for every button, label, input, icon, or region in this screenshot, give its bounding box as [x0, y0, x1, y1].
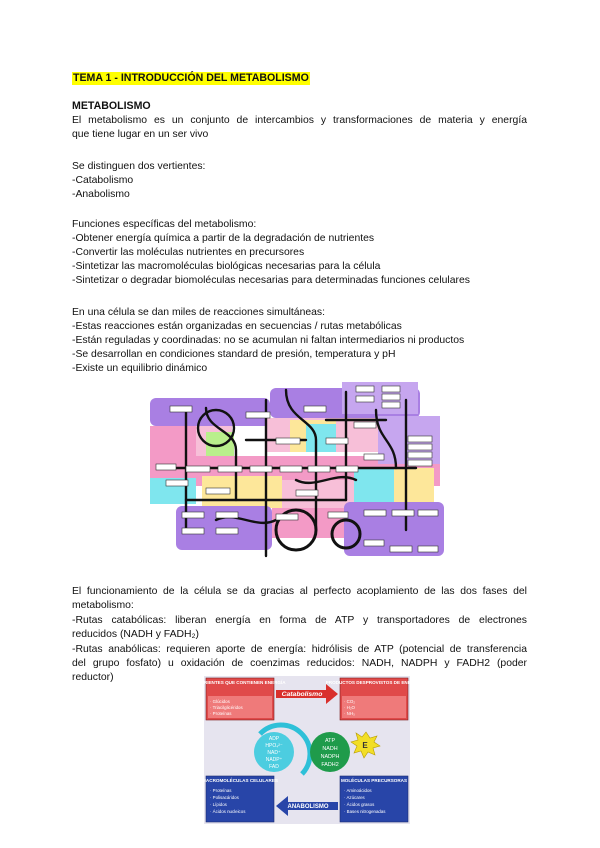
fadh2-label: FADH2	[321, 762, 339, 768]
nad-label: NAD⁺	[267, 750, 281, 756]
vertientes-lead: Se distinguen dos vertientes:	[72, 161, 206, 172]
acoplamiento-line-1: El funcionamiento de la célula se da gracias al perfecto acoplamiento de las dos fases del	[72, 586, 527, 597]
list-item: · Bases nitrogenadas	[344, 809, 386, 814]
energy-label: E	[362, 741, 368, 750]
list-item: · Glúcidos	[210, 699, 230, 704]
list-item: -Convertir las moléculas nutrientes en precursores	[72, 247, 305, 258]
nadp-label: NADP⁺	[265, 757, 283, 763]
nadh-label: NADH	[322, 746, 338, 752]
list-item: -Anabolismo	[72, 189, 130, 200]
productos-title: PRODUCTOS DESPROVISTOS DE ENERGÍA	[325, 680, 423, 685]
list-item: -Sintetizar o degradar biomoléculas necesarias para determinadas funciones celulares	[72, 275, 470, 286]
list-item: -Obtener energía química a partir de la degradación de nutrientes	[72, 233, 375, 244]
phosphate-label: HPO₄²⁻	[265, 743, 283, 749]
macromoleculas-title: MACROMOLÉCULAS CELULARES	[202, 778, 278, 783]
catabolism-label: Catabolismo	[281, 691, 323, 698]
list-item: -Estas reacciones están organizadas en secuencias / rutas metabólicas	[72, 321, 402, 332]
list-item: · NH₃	[344, 711, 355, 716]
intro-line-2: que tiene lugar en un ser vivo	[72, 129, 209, 140]
list-item: · Ácidos nucleicos	[210, 809, 246, 814]
list-item: · Lípidos	[210, 802, 227, 807]
catabolicas-line-1: -Rutas catabólicas: liberan energía en forma de ATP y transportadores de electrones	[72, 615, 527, 626]
adp-label: ADP	[268, 736, 280, 742]
list-item: · Aminoácidos	[344, 788, 372, 793]
list-item: · Ácidos grasos	[344, 802, 375, 807]
list-item: · Proteínas	[210, 711, 232, 716]
nutrientes-title: NUTRIENTES QUE CONTIENEN ENERGÍA	[194, 680, 286, 685]
intro-line-1: El metabolismo es un conjunto de intercambios y transformaciones de materia y energía	[72, 115, 527, 126]
list-item: -Sintetizar las macromoléculas biológicas necesarias para la célula	[72, 261, 381, 272]
fad-label: FAD	[269, 764, 279, 770]
list-item: · Azúcares	[344, 795, 365, 800]
catabolicas-line-2: reducidos (NADH y FADH₂)	[72, 629, 200, 640]
metabolic-map-figure	[146, 380, 448, 558]
list-item: · Triacilglicéridos	[210, 705, 243, 710]
acoplamiento-line-2: metabolismo:	[72, 600, 134, 611]
anabolicas-line-3: reductor)	[72, 672, 114, 683]
metabolism-coupling-diagram	[194, 676, 423, 824]
precursoras-title: MOLÉCULAS PRECURSORAS	[340, 778, 408, 783]
list-item: · H₂O	[344, 705, 355, 710]
list-item: · Polisacáridos	[210, 795, 239, 800]
list-item: · Proteínas	[210, 788, 232, 793]
list-item: -Están reguladas y coordinadas: no se acumulan ni faltan intermediarios ni productos	[72, 335, 465, 346]
list-item: -Catabolismo	[72, 175, 134, 186]
anabolism-label: ANABOLISMO	[287, 804, 329, 810]
funciones-lead: Funciones específicas del metabolismo:	[72, 219, 257, 230]
anabolicas-line-2: del grupo fosfato) u oxidación de coenzimas reducidos: NADH, NADPH y FADH2 (poder	[72, 658, 527, 669]
reacciones-lead: En una célula se dan miles de reacciones simultáneas:	[72, 307, 325, 318]
list-item: -Existe un equilibrio dinámico	[72, 363, 208, 374]
document-title: TEMA 1 - INTRODUCCIÓN DEL METABOLISMO	[73, 72, 309, 84]
list-item: -Se desarrollan en condiciones standard de presión, temperatura y pH	[72, 349, 396, 360]
list-item: · CO₂	[344, 699, 355, 704]
section-heading: METABOLISMO	[72, 100, 151, 112]
atp-label: ATP	[324, 738, 336, 744]
anabolicas-line-1: -Rutas anabólicas: requieren aporte de energía: hidrólisis de ATP (potencial de transferencia	[72, 644, 527, 655]
nadph-label: NADPH	[320, 754, 340, 760]
